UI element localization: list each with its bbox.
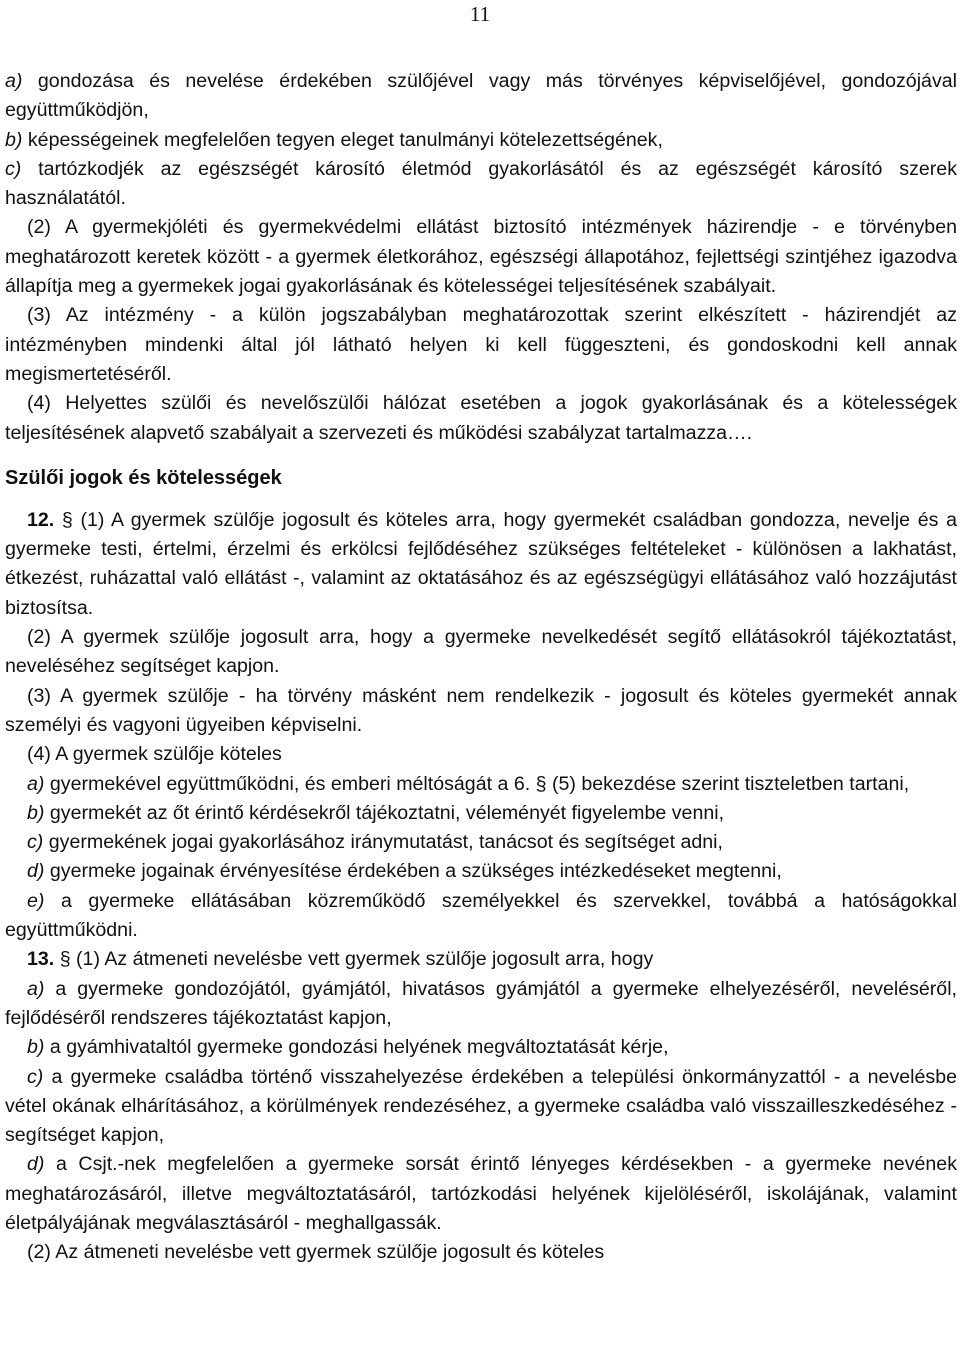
section-12-item-d [5,857,957,886]
section-13-paragraph-1 [5,945,957,974]
list-item-c [5,155,957,214]
section-13-item-b [5,1033,957,1062]
document-body [5,67,957,1268]
section-number: 13. [27,948,55,971]
item-text: a Csjt.-nek megfelelően a gyermeke sorsát érintő lényeges kérdésekben - a gyermeke nevének meghatározásáról, illetve megváltoztatásáról, tartózkodási helyének kijelöléséről, iskolájának, valamint életpályájának megválasztásáról - meghallgassák. [5,1153,957,1234]
paragraph-2: (2) A gyermekjóléti és gyermekvédelmi ellátást biztosító intézmények házirendje - e törvényben meghatározott keretek között - a gyermek életkorához, egészségi állapotához, fejlettségi szintjéhez igazodva állapítja meg a gyermekek jogai gyakorlásának és kötelességei teljesítésének szabályait. [5,216,957,298]
list-item-a [5,67,957,126]
section-heading: Szülői jogok és kötelességek [5,466,282,489]
item-text: tartózkodjék az egészségét károsító életmód gyakorlásától és az egészségét károsító szerek használatától. [5,157,957,210]
section-12-paragraph-2: (2) A gyermek szülője jogosult arra, hogy a gyermeke nevelkedését segítő ellátásokról tájékoztatást, neveléséhez segítséget kapjon. [5,626,957,678]
item-label: a) [27,772,45,795]
section-13-item-c [5,1063,957,1151]
section-13-paragraph-2: (2) Az átmeneti nevelésbe vett gyermek szülője jogosult és köteles [27,1241,605,1264]
item-text: a gyermeke ellátásában közreműködő személyekkel és szervekkel, továbbá a hatóságokkal együttműködni. [5,889,957,942]
section-12-paragraph-4: (4) A gyermek szülője köteles [27,743,282,766]
item-label: a) [5,70,23,92]
item-label: b) [27,1036,45,1059]
paragraph-3: (3) Az intézmény - a külön jogszabályban meghatározottak szerint elkészített - házirendjét az intézményben mindenki által jól látható helyen ki kell függeszteni, és gondoskodni kell annak megismertetéséről. [5,304,957,385]
section-12-item-a [5,770,957,799]
section-13-item-d [5,1150,957,1238]
item-label: d) [27,860,45,883]
paragraph-4: (4) Helyettes szülői és nevelőszülői hálózat esetében a jogok gyakorlásának és a kötelességek teljesítésének alapvető szabályait a szervezeti és működési szabályzat tartalmazza…. [5,392,957,444]
section-12-item-c [5,828,957,857]
item-text: a gyámhivataltól gyermeke gondozási helyének megváltoztatását kérje, [44,1036,669,1059]
paragraph-text: (1) Az átmeneti nevelésbe vett gyermek szülője jogosult arra, hogy [70,948,654,971]
section-12-paragraph-3: (3) A gyermek szülője - ha törvény másként nem rendelkezik - jogosult és köteles gyermekét annak személyi és vagyoni ügyeiben képviselni. [5,684,957,736]
section-13-item-a [5,975,957,1034]
section-12-paragraph-1 [5,506,957,623]
item-label: b) [27,801,45,824]
page-number: 11 [469,2,491,26]
item-text: képességeinek megfelelően tegyen eleget tanulmányi kötelezettségének, [22,128,663,151]
item-label: d) [27,1153,45,1176]
list-item-b [5,126,957,155]
item-label: c) [27,831,44,854]
item-label: c) [5,157,22,180]
item-text: gyermekét az őt érintő kérdésekről tájékoztatni, véleményét figyelembe venni, [44,801,725,824]
paragraph-text: (1) A gyermek szülője jogosult és köteles arra, hogy gyermekét családban gondozza, nevelje és a gyermeke testi, értelmi, érzelmi és erkölcsi fejlődéséhez szükséges feltételeket - különösen a lakhatást, étkezést, ruházattal való ellátást -, valamint az oktatásához és az egészségügyi ellátásához való hozzájutást biztosítsa. [5,508,957,619]
item-label: e) [27,889,45,912]
item-label: a) [27,977,45,1000]
item-text: a gyermeke családba történő visszahelyezése érdekében a települési önkormányzattól - a nevelésbe vétel okának elhárításához, a körülmények rendezéséhez, a gyermeke családba való visszailleszkedéséhez - segítséget kapjon, [5,1065,957,1147]
item-text: a gyermeke gondozójától, gyámjától, hivatásos gyámjától a gyermeke elhelyezéséről, neveléséről, fejlődéséről rendszeres tájékoztatást kapjon, [5,977,957,1029]
section-12-item-b [5,799,957,828]
item-text: gyermeke jogainak érvényesítése érdekében a szükséges intézkedéseket megtenni, [44,860,782,883]
item-text: gondozása és nevelése érdekében szülőjével vagy más törvényes képviselőjével, gondozójával együttműködjön, [5,70,957,122]
section-12-item-e [5,887,957,946]
item-label: b) [5,128,23,151]
item-text: gyermekével együttműködni, és emberi méltóságát a 6. § (5) bekezdése szerint tiszteletben tartani, [44,772,910,795]
item-text: gyermekének jogai gyakorlásához iránymutatást, tanácsot és segítséget adni, [43,831,723,854]
section-sign: § [54,948,71,971]
item-label: c) [27,1065,44,1088]
section-number: 12. [27,508,55,531]
section-sign: § [54,508,73,531]
